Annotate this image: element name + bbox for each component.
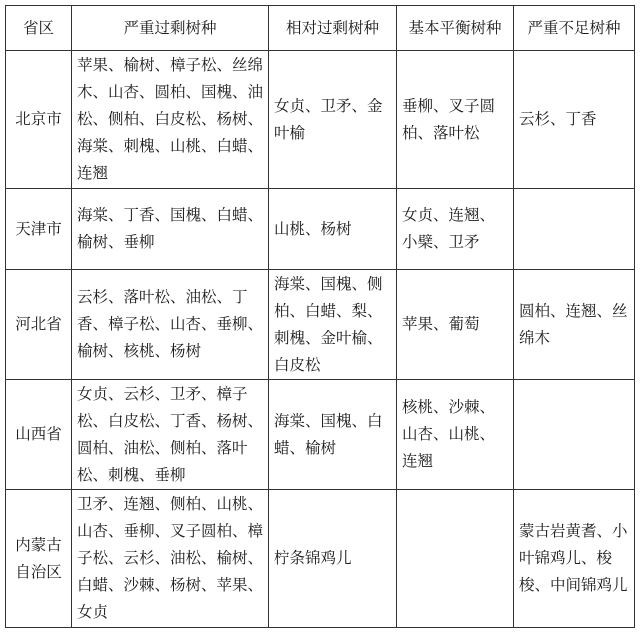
balanced-cell [397, 490, 514, 628]
table-row [6, 189, 635, 270]
header-balanced: 基本平衡树种 [397, 6, 514, 51]
severe-shortage-cell: 圆柏、连翘、丝绵木 [514, 270, 635, 380]
header-relative-surplus: 相对过剩树种 [269, 6, 397, 51]
severe-shortage-cell: 蒙古岩黄耆、小叶锦鸡儿、梭梭、中间锦鸡儿 [514, 490, 635, 628]
balanced-cell: 女贞、连翘、小檗、卫矛 [397, 189, 514, 270]
table-row [6, 490, 635, 628]
balanced-cell: 垂柳、叉子圆柏、落叶松 [397, 51, 514, 189]
relative-surplus-cell: 海棠、国槐、侧柏、白蜡、梨、刺槐、金叶榆、白皮松 [269, 270, 397, 380]
relative-surplus-cell: 海棠、国槐、白蜡、榆树 [269, 380, 397, 490]
tree-species-table [5, 5, 635, 628]
severe-surplus-cell: 苹果、榆树、樟子松、丝绵木、山杏、圆柏、国槐、油松、侧柏、白皮松、杨树、海棠、刺槐、山桃、白蜡、连翘 [72, 51, 269, 189]
table-row [6, 380, 635, 490]
header-severe-shortage: 严重不足树种 [514, 6, 635, 51]
relative-surplus-cell: 女贞、卫矛、金叶榆 [269, 51, 397, 189]
severe-surplus-cell: 卫矛、连翘、侧柏、山桃、山杏、垂柳、叉子圆柏、樟子松、云杉、油松、榆树、白蜡、沙棘、杨树、苹果、女贞 [72, 490, 269, 628]
severe-shortage-cell [514, 380, 635, 490]
region-cell: 北京市 [6, 51, 72, 189]
header-region: 省区 [6, 6, 72, 51]
severe-shortage-cell: 云杉、丁香 [514, 51, 635, 189]
table-row [6, 270, 635, 380]
table-row [6, 51, 635, 189]
severe-surplus-cell: 女贞、云杉、卫矛、樟子松、白皮松、丁香、杨树、圆柏、油松、侧柏、落叶松、刺槐、垂柳 [72, 380, 269, 490]
region-cell: 河北省 [6, 270, 72, 380]
header-row [6, 6, 635, 51]
severe-surplus-cell: 海棠、丁香、国槐、白蜡、榆树、垂柳 [72, 189, 269, 270]
balanced-cell: 核桃、沙棘、山杏、山桃、连翘 [397, 380, 514, 490]
header-severe-surplus: 严重过剩树种 [72, 6, 269, 51]
balanced-cell: 苹果、葡萄 [397, 270, 514, 380]
relative-surplus-cell: 山桃、杨树 [269, 189, 397, 270]
severe-surplus-cell: 云杉、落叶松、油松、丁香、樟子松、山杏、垂柳、榆树、核桃、杨树 [72, 270, 269, 380]
relative-surplus-cell: 柠条锦鸡儿 [269, 490, 397, 628]
region-cell: 山西省 [6, 380, 72, 490]
region-cell: 天津市 [6, 189, 72, 270]
region-cell: 内蒙古自治区 [6, 490, 72, 628]
severe-shortage-cell [514, 189, 635, 270]
